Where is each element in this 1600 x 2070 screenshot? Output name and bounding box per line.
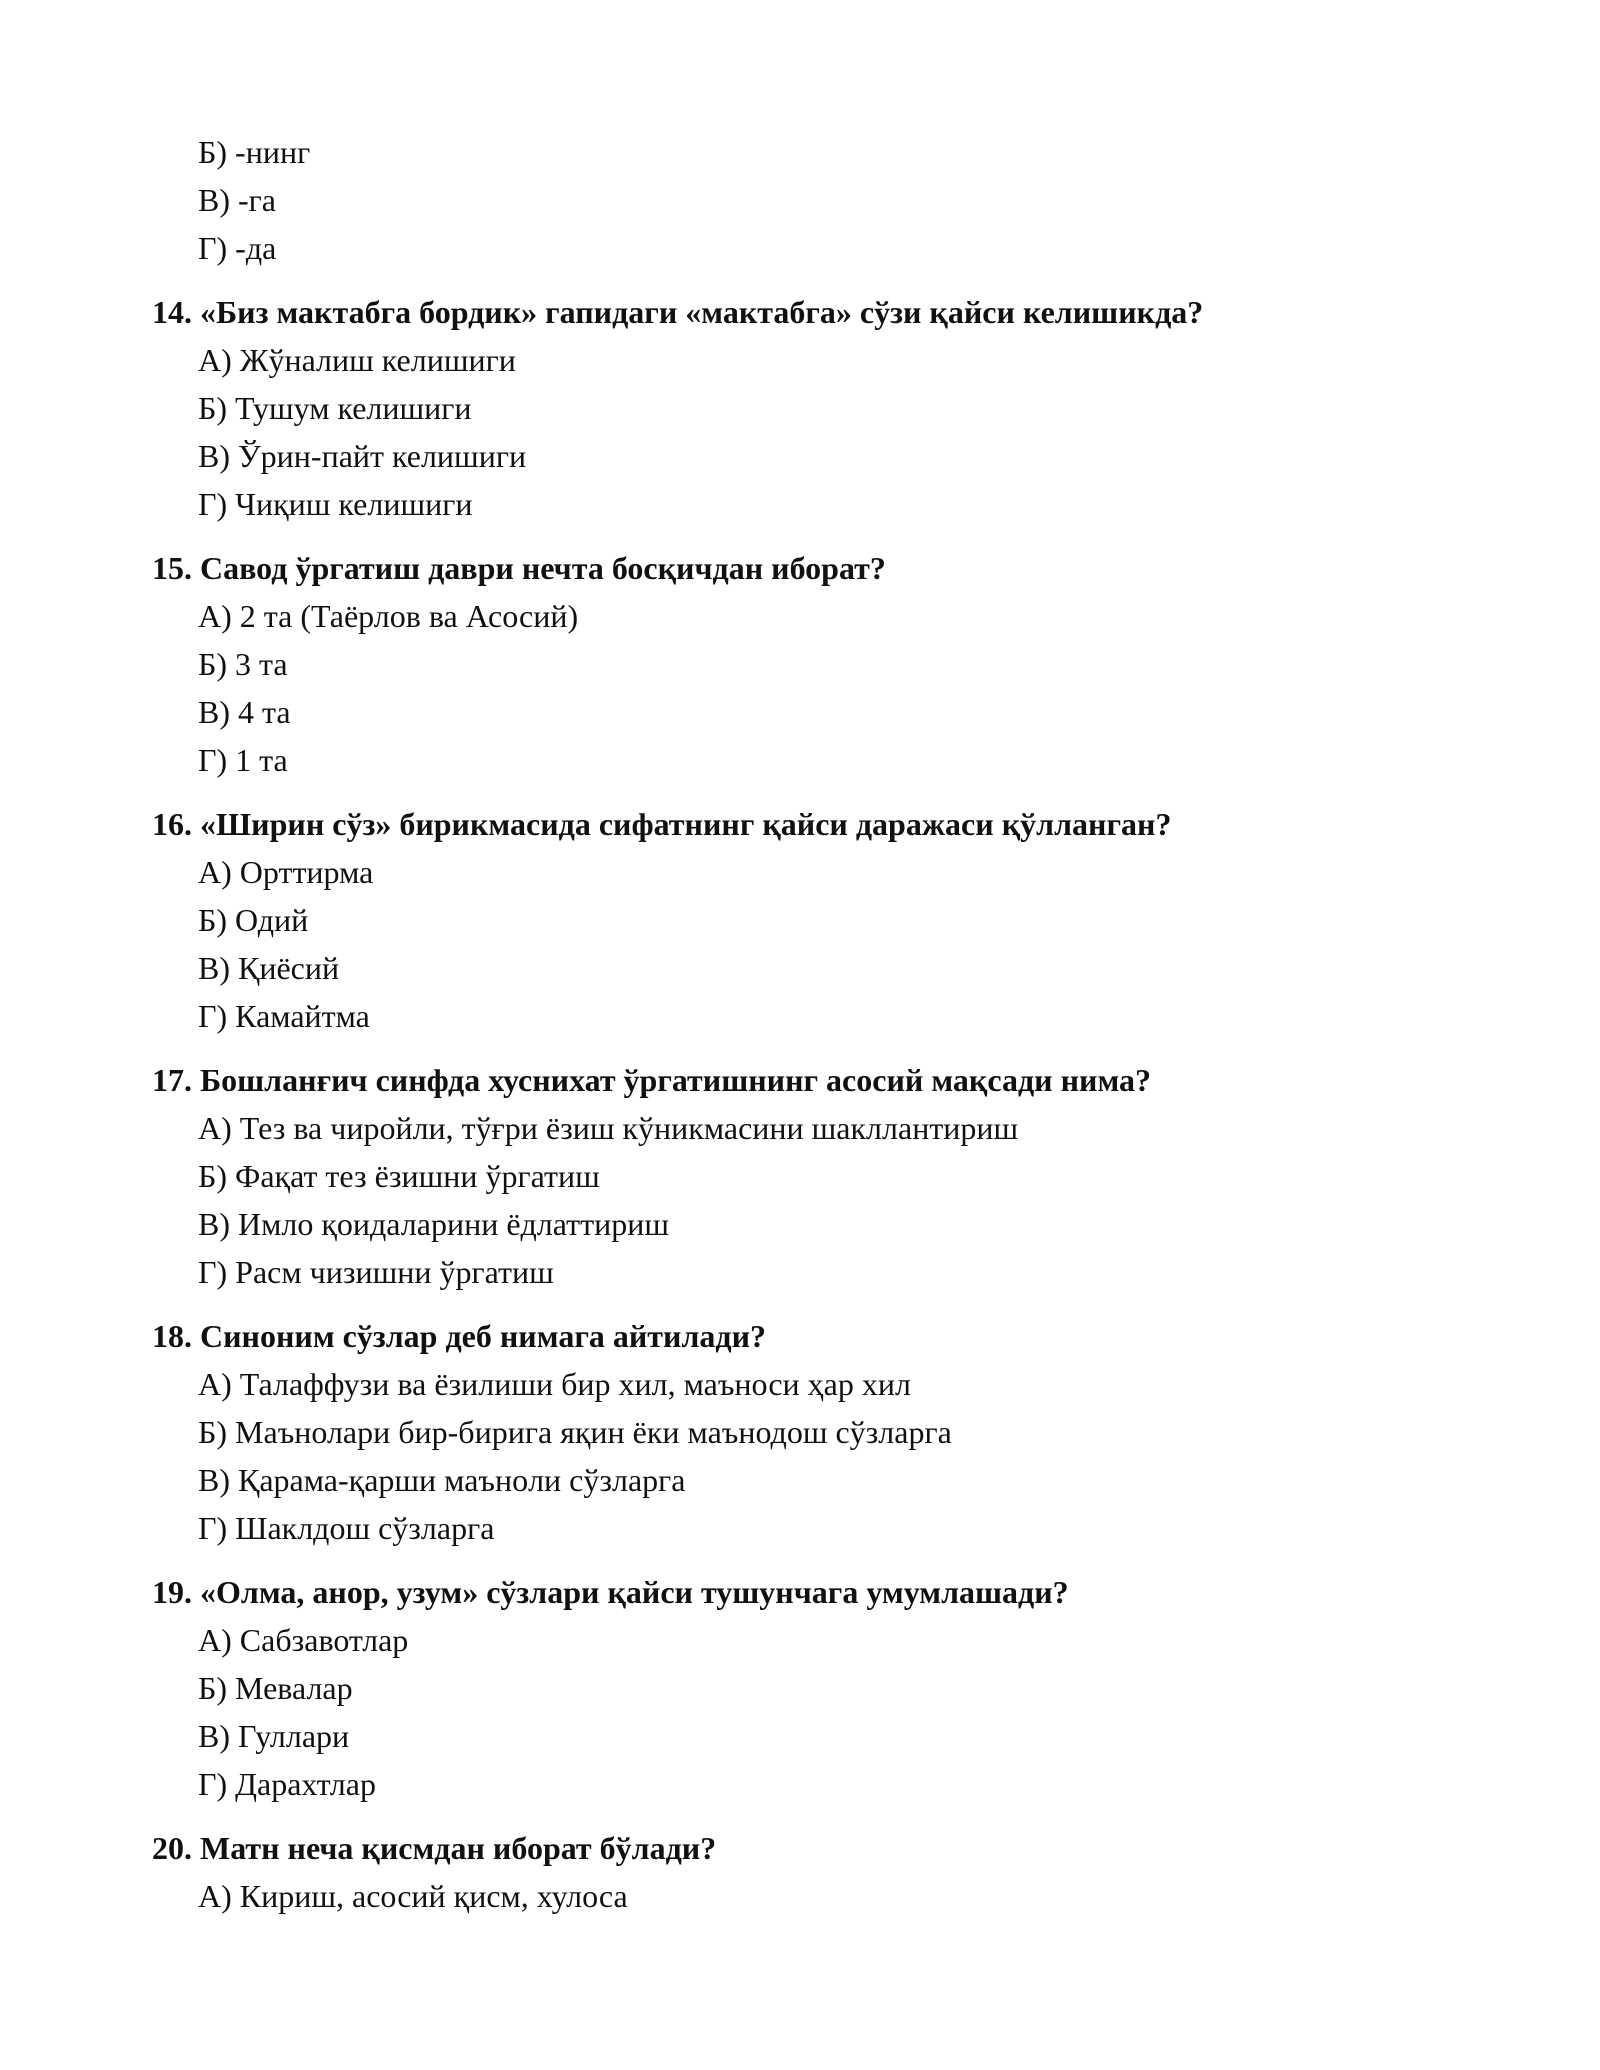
option-c: В) -га <box>198 182 276 218</box>
option-a: А) Орттирма <box>198 854 374 890</box>
option-b: Б) Фақат тез ёзишни ўргатиш <box>198 1158 600 1194</box>
option-c: В) Ўрин-пайт келишиги <box>198 438 527 474</box>
option-d: Г) -да <box>198 230 277 266</box>
option-d: Г) Камайтма <box>198 998 370 1034</box>
question-text: 14. «Биз мактабга бордик» гапидаги «мактабга» сўзи қайси келишикда? <box>152 294 1204 330</box>
option-c: В) 4 та <box>198 694 291 730</box>
question-text: 19. «Олма, анор, узум» сўзлари қайси тушунчага умумлашади? <box>152 1574 1069 1610</box>
option-a: А) Сабзавотлар <box>198 1622 409 1658</box>
question-text: 16. «Ширин сўз» бирикмасида сифатнинг қайси даражаси қўлланган? <box>152 806 1172 842</box>
option-a: А) Жўналиш келишиги <box>198 342 516 378</box>
question-text: 15. Савод ўргатиш даври нечта босқичдан иборат? <box>152 550 886 586</box>
option-b: Б) 3 та <box>198 646 288 682</box>
option-a: А) Талаффузи ва ёзилиши бир хил, маъноси ҳар хил <box>198 1366 911 1402</box>
option-d: Г) Шаклдош сўзларга <box>198 1510 495 1546</box>
option-b: Б) Одий <box>198 902 309 938</box>
option-a: А) 2 та (Таёрлов ва Асосий) <box>198 598 579 634</box>
option-b: Б) -нинг <box>198 134 311 170</box>
option-c: В) Қарама-қарши маънoли сўзларга <box>198 1462 686 1498</box>
option-d: Г) Чиқиш келишиги <box>198 486 473 522</box>
option-c: В) Имло қоидаларини ёдлаттириш <box>198 1206 669 1242</box>
option-a: А) Кириш, асосий қисм, хулоса <box>198 1878 628 1914</box>
question-text: 17. Бошланғич синфда хуснихат ўргатишнинг асосий мақсади нима? <box>152 1062 1152 1098</box>
option-b: Б) Тушум келишиги <box>198 390 472 426</box>
option-b: Б) Мевалар <box>198 1670 353 1706</box>
option-d: Г) 1 та <box>198 742 288 778</box>
question-text: 18. Синоним сўзлар деб нимага айтилади? <box>152 1318 767 1354</box>
question-text: 20. Матн неча қисмдан иборат бўлади? <box>152 1830 717 1866</box>
option-d: Г) Расм чизишни ўргатиш <box>198 1254 554 1290</box>
option-d: Г) Дарахтлар <box>198 1766 376 1802</box>
option-b: Б) Маънолари бир-бирига яқин ёки маънодош сўзларга <box>198 1414 952 1450</box>
option-c: В) Қиёсий <box>198 950 340 986</box>
option-c: В) Гуллари <box>198 1718 350 1754</box>
option-a: А) Тез ва чиройли, тўғри ёзиш кўникмасини шакллантириш <box>198 1110 1019 1146</box>
